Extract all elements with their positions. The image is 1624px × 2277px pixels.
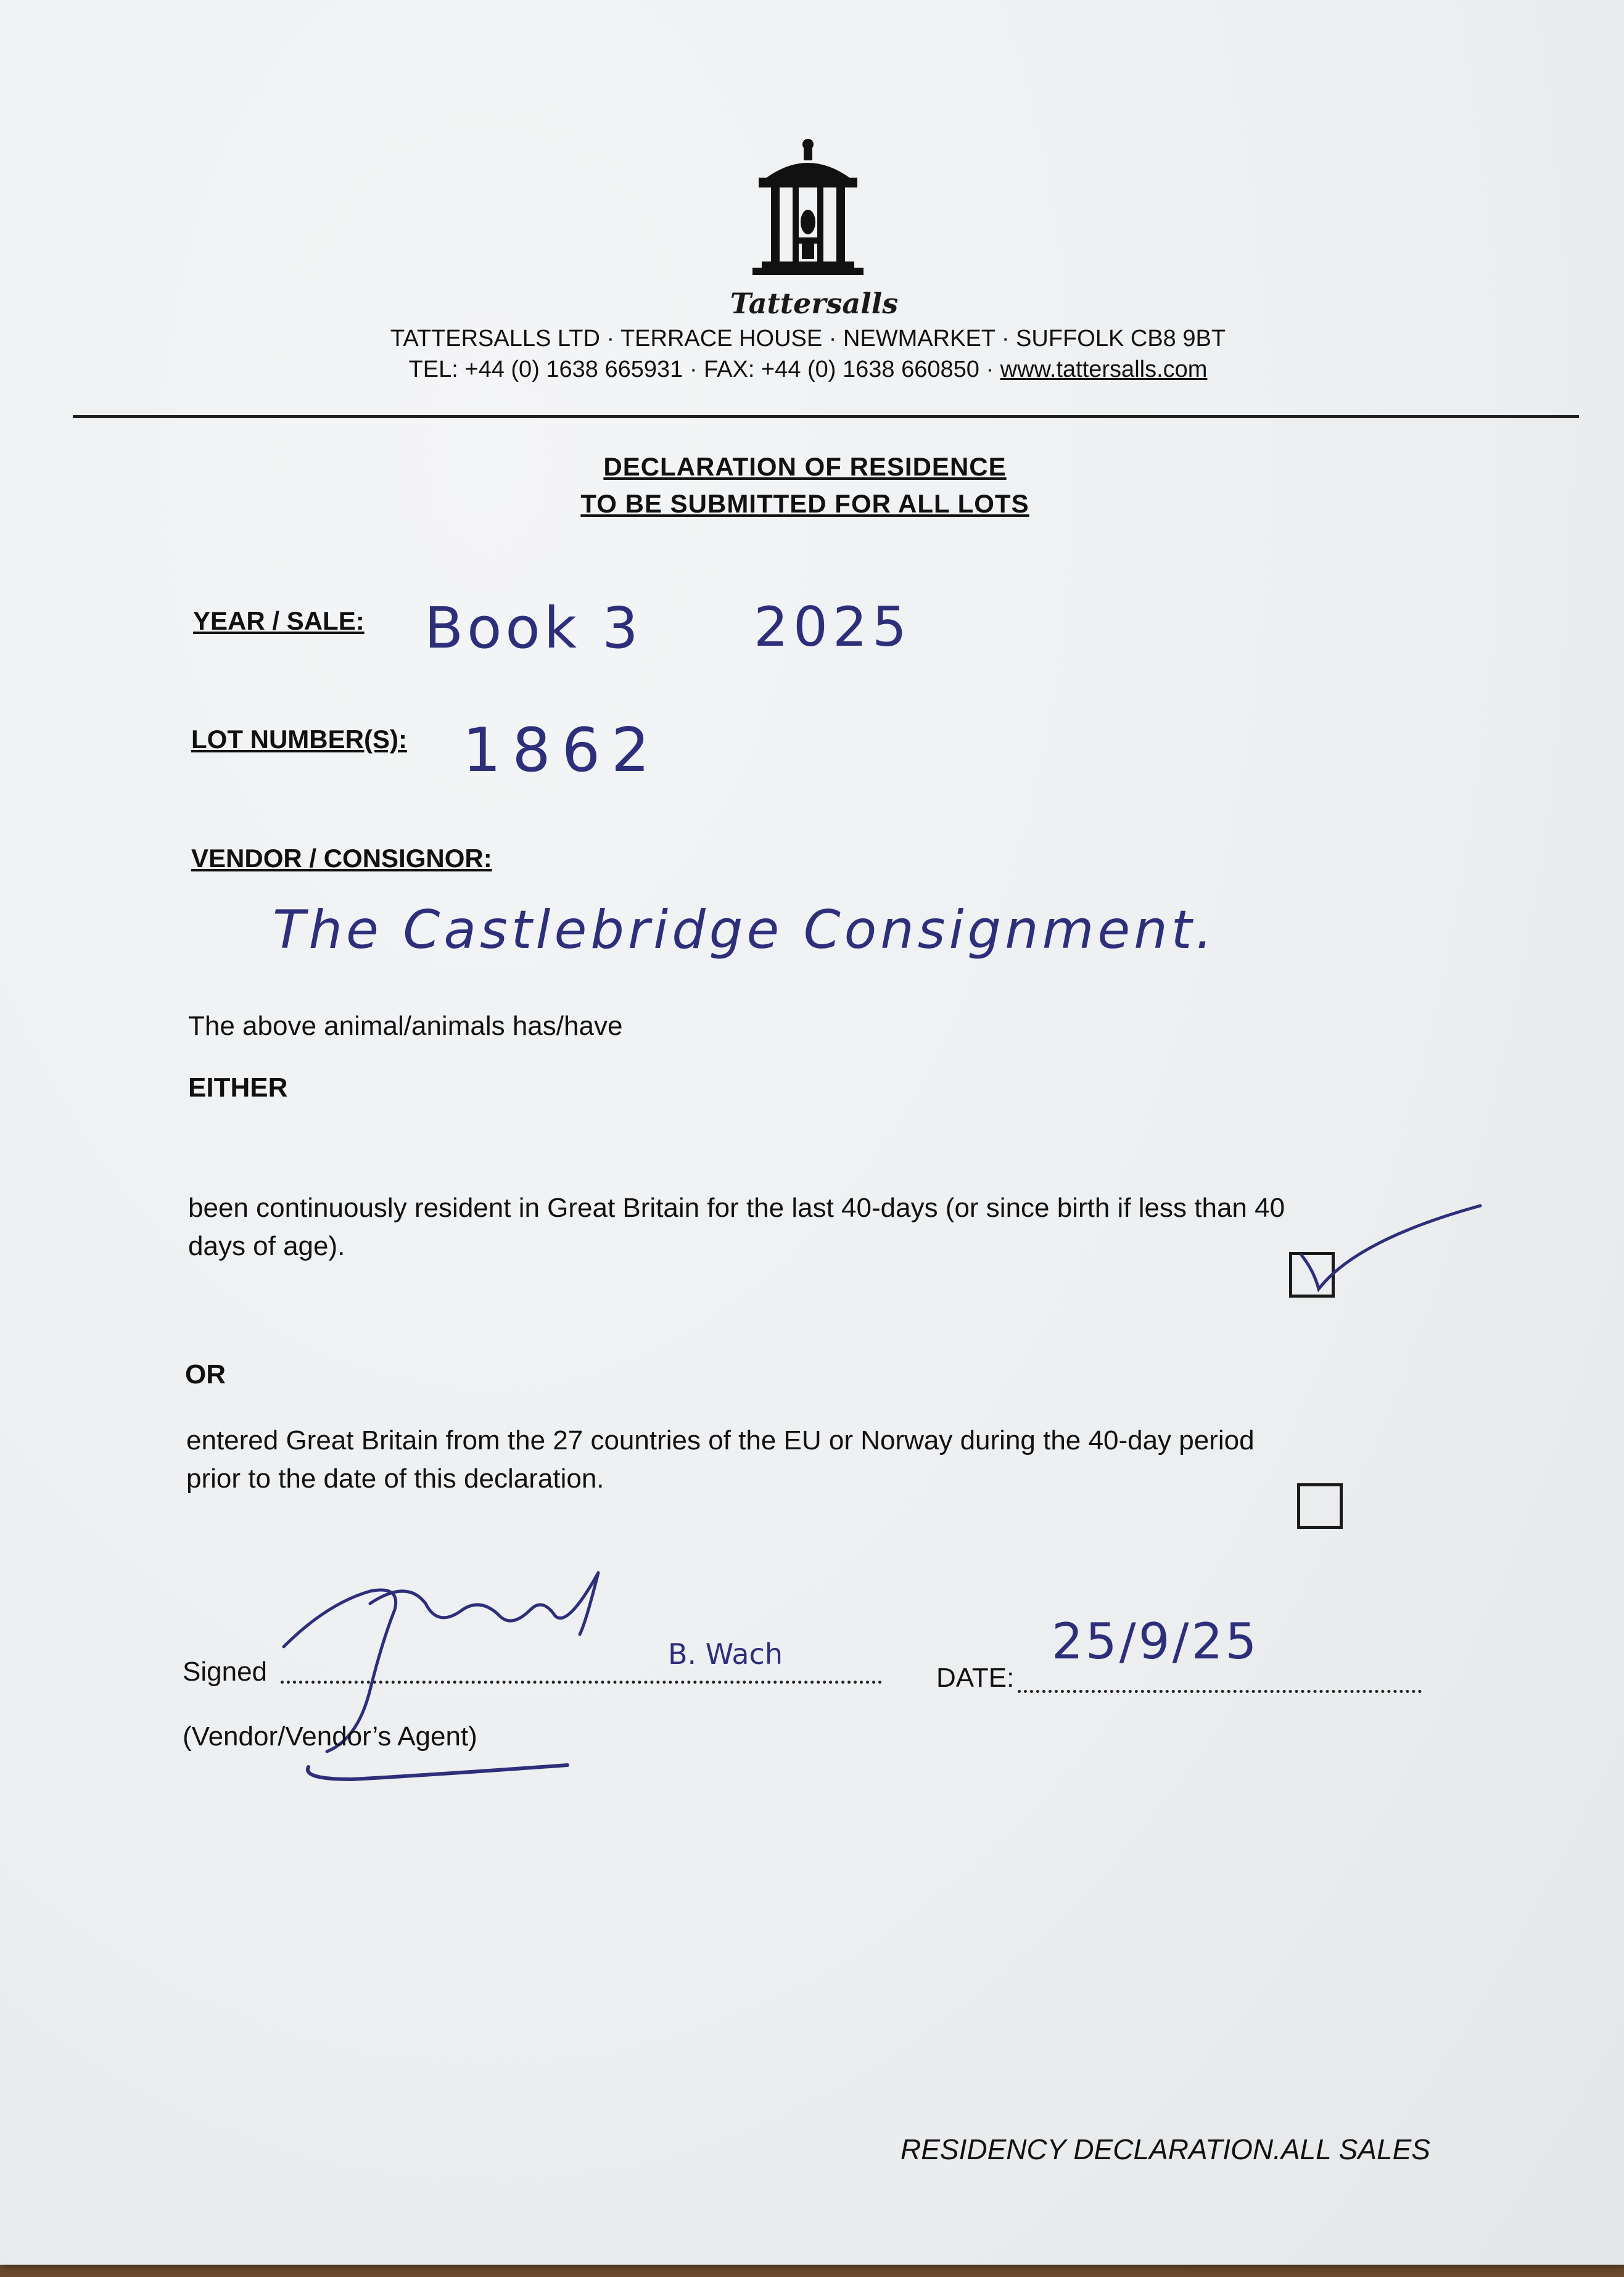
option-eu-line1: entered Great Britain from the 27 countries of the EU or Norway during the 40-day period — [186, 1425, 1255, 1456]
either-heading: EITHER — [188, 1073, 288, 1103]
option-resident-line2: days of age). — [188, 1231, 345, 1261]
vendor-consignor-label: VENDOR / CONSIGNOR: — [191, 844, 492, 873]
form-title: DECLARATION OF RESIDENCE — [603, 452, 1007, 481]
checkmark-icon — [1283, 1196, 1493, 1301]
vendor-consignor-value[interactable]: The Castlebridge Consignment. — [273, 899, 1216, 961]
option-eu-text — [186, 1422, 1457, 1498]
form-subtitle: TO BE SUBMITTED FOR ALL LOTS — [580, 489, 1029, 518]
website-link[interactable]: www.tattersalls.com — [1000, 356, 1208, 382]
contact-tel-fax: TEL: +44 (0) 1638 665931 · FAX: +44 (0) 1638 660850 · — [408, 356, 1000, 382]
tattersalls-logo — [743, 136, 873, 284]
option-resident-text — [188, 1189, 1459, 1266]
date-label: DATE: — [936, 1663, 1015, 1693]
year-sale-year-value[interactable]: 2025 — [754, 595, 912, 659]
option-eu-line2: prior to the date of this declaration. — [186, 1464, 604, 1494]
year-sale-sale-value[interactable]: Book 3 — [424, 595, 642, 661]
option-resident-line1: been continuously resident in Great Britain for the last 40-days (or since birth if less than 40 — [188, 1193, 1285, 1223]
year-sale-label: YEAR / SALE: — [193, 606, 365, 635]
lot-number-value[interactable]: 1862 — [463, 715, 661, 786]
or-heading: OR — [185, 1359, 226, 1390]
temple-fountain-icon — [743, 136, 873, 284]
signatory-name[interactable]: B. Wach — [668, 1637, 783, 1671]
contact-line — [185, 356, 1431, 383]
date-line[interactable] — [1018, 1690, 1422, 1693]
brand-name: Tattersalls — [730, 287, 899, 320]
date-value[interactable]: 25/9/25 — [1052, 1613, 1259, 1670]
signed-label: Signed — [183, 1657, 268, 1687]
header-divider — [73, 415, 1579, 418]
company-address: TATTERSALLS LTD · TERRACE HOUSE · NEWMARKET · SUFFOLK CB8 9BT — [390, 326, 1226, 352]
lot-number-label: LOT NUMBER(S): — [191, 725, 407, 754]
footer-label: RESIDENCY DECLARATION.ALL SALES — [901, 2133, 1430, 2165]
animal-statement: The above animal/animals has/have — [188, 1011, 623, 1041]
vendor-agent-label: (Vendor/Vendor’s Agent) — [183, 1721, 477, 1752]
option-eu-checkbox[interactable] — [1297, 1483, 1343, 1529]
